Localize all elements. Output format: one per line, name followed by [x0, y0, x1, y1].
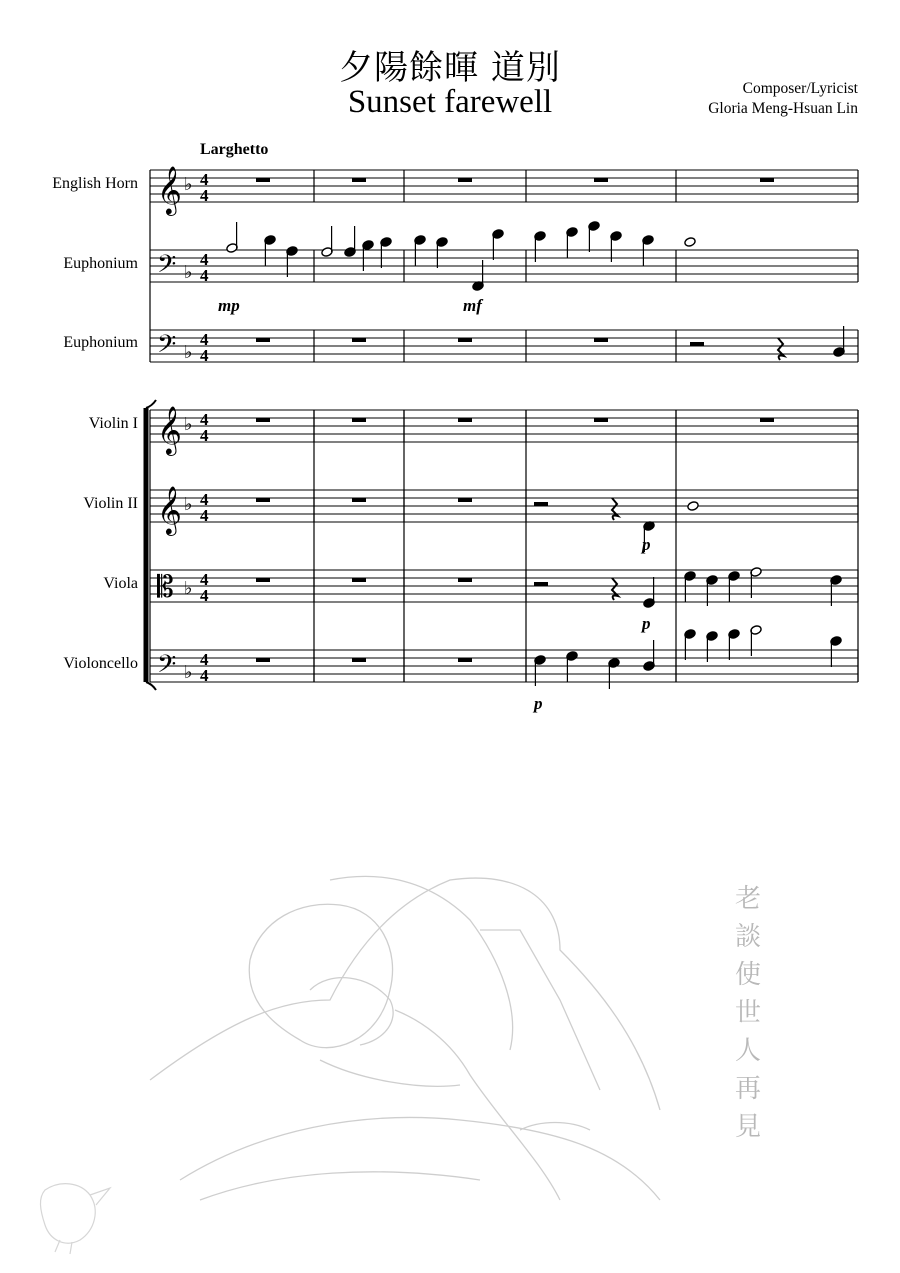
whole-rest [256, 578, 270, 582]
quarter-rest [612, 498, 618, 520]
whole-rest [458, 658, 472, 662]
alto-clef-icon: 𝄡 [157, 570, 174, 605]
whole-rest [594, 178, 608, 182]
time-signature-bottom: 4 [200, 346, 209, 365]
dynamic-p-violin-2: p [642, 535, 651, 554]
score-symbols [157, 165, 845, 689]
dynamic-p-viola: p [642, 614, 651, 633]
flat-icon: ♭ [184, 662, 193, 683]
note-head [684, 237, 696, 248]
time-signature-top: 4 [200, 330, 209, 349]
title-chinese: 夕陽餘暉 道別 [339, 48, 561, 88]
title-english: Sunset farewell [347, 84, 553, 120]
time-signature-bottom: 4 [200, 266, 209, 285]
instrument-label-english-horn: English Horn [52, 175, 138, 192]
calligraphy-char: 老 [734, 884, 761, 914]
whole-rest [594, 338, 608, 342]
dynamic-mf: mf [463, 296, 482, 315]
calligraphy-char: 人 [734, 1036, 761, 1066]
flat-icon: ♭ [184, 174, 193, 195]
time-signature-bottom: 4 [200, 586, 209, 605]
note-head [687, 501, 699, 512]
whole-rest [256, 338, 270, 342]
half-rest [690, 342, 704, 346]
whole-rest [760, 418, 774, 422]
illustration-patient-sketch [150, 876, 660, 1200]
instrument-label-violin-2: Violin II [83, 495, 138, 512]
quarter-rest [778, 338, 784, 360]
time-signature-top: 4 [200, 650, 209, 669]
calligraphy-char: 再 [734, 1074, 761, 1104]
half-rest [534, 582, 548, 586]
composer-role: Composer/Lyricist [742, 80, 858, 97]
calligraphy-char: 使 [734, 960, 761, 990]
instrument-label-euphonium-2: Euphonium [63, 334, 138, 351]
time-signature-bottom: 4 [200, 186, 209, 205]
bass-clef-icon: 𝄢 [157, 330, 177, 365]
tempo-marking: Larghetto [200, 141, 269, 158]
instrument-label-euphonium-1: Euphonium [63, 255, 138, 272]
calligraphy-char: 見 [734, 1112, 761, 1142]
instrument-label-viola: Viola [103, 575, 138, 592]
whole-rest [256, 418, 270, 422]
time-signature-top: 4 [200, 570, 209, 589]
treble-clef-icon: 𝄞 [157, 405, 182, 454]
time-signature-top: 4 [200, 250, 209, 269]
whole-rest [458, 338, 472, 342]
strings-bracket-bottom [146, 682, 156, 690]
whole-rest [458, 418, 472, 422]
time-signature-bottom: 4 [200, 426, 209, 445]
treble-clef-icon: 𝄞 [157, 485, 182, 534]
staff-lines [150, 170, 858, 682]
treble-clef-icon: 𝄞 [157, 165, 182, 214]
whole-rest [352, 658, 366, 662]
bass-clef-icon: 𝄢 [157, 650, 177, 685]
whole-rest [256, 178, 270, 182]
quarter-rest [612, 578, 618, 600]
whole-rest [352, 178, 366, 182]
bass-clef-icon: 𝄢 [157, 250, 177, 285]
flat-icon: ♭ [184, 494, 193, 515]
half-rest [534, 502, 548, 506]
whole-rest [352, 498, 366, 502]
composer-name: Gloria Meng-Hsuan Lin [708, 100, 858, 117]
time-signature-bottom: 4 [200, 506, 209, 525]
calligraphy-char: 世 [734, 998, 761, 1028]
whole-rest [458, 498, 472, 502]
flat-icon: ♭ [184, 342, 193, 363]
whole-rest [256, 498, 270, 502]
instrument-label-violoncello: Violoncello [63, 655, 138, 672]
whole-rest [352, 578, 366, 582]
whole-rest [352, 418, 366, 422]
whole-rest [594, 418, 608, 422]
time-signature-top: 4 [200, 490, 209, 509]
time-signature-top: 4 [200, 410, 209, 429]
instrument-label-violin-1: Violin I [88, 415, 138, 432]
calligraphy-char: 談 [734, 922, 761, 952]
time-signature-top: 4 [200, 170, 209, 189]
bird-icon [40, 1184, 110, 1254]
time-signature-bottom: 4 [200, 666, 209, 685]
whole-rest [352, 338, 366, 342]
whole-rest [760, 178, 774, 182]
flat-icon: ♭ [184, 414, 193, 435]
dynamic-mp: mp [218, 296, 240, 315]
whole-rest [458, 578, 472, 582]
flat-icon: ♭ [184, 262, 193, 283]
dynamic-p-cello: p [534, 694, 543, 713]
whole-rest [256, 658, 270, 662]
whole-rest [458, 178, 472, 182]
strings-bracket-top [146, 400, 156, 408]
calligraphy-column [728, 880, 768, 1146]
flat-icon: ♭ [184, 578, 193, 599]
